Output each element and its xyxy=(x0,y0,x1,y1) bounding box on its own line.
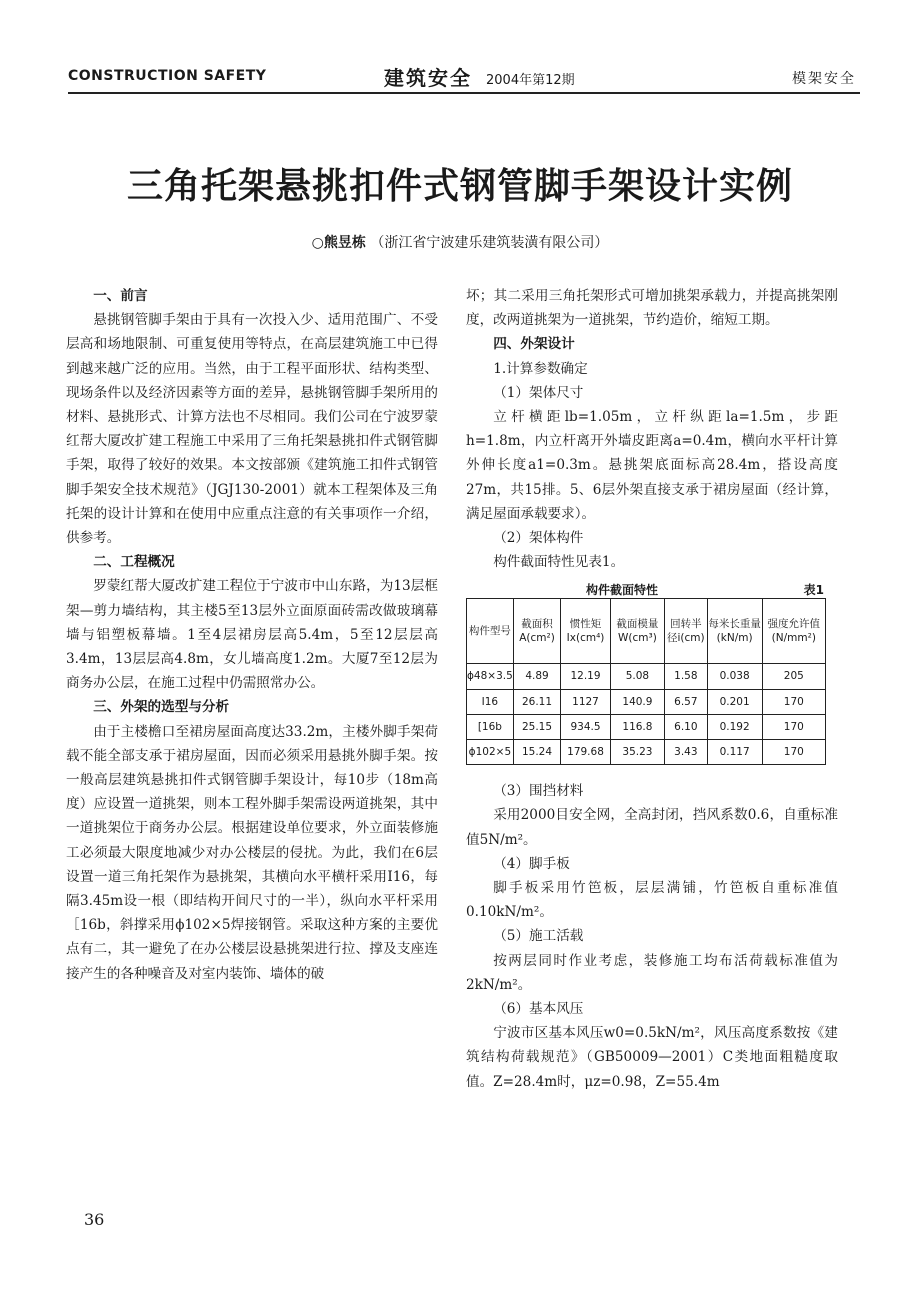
paragraph: 立杆横距lb=1.05m，立杆纵距la=1.5m，步距h=1.8m，内立杆离开外墙皮距离a=0.4m，横向水平杆计算外伸长度a1=0.3m。悬挑架底面标高28.4m，搭设高度27m，共15排。5、6层外架直接支承于裙房屋面（经计算，满足屋面承载要求）。 xyxy=(466,409,838,522)
table-cell: I16 xyxy=(467,689,514,714)
table-cell: 25.15 xyxy=(513,714,560,739)
table-header: 截面模量W(cm³) xyxy=(610,599,664,664)
section-label: 模架安全 xyxy=(792,71,856,87)
section-properties-table xyxy=(466,598,826,765)
table-cell: 0.192 xyxy=(707,714,762,739)
subheading: （1）架体尺寸 xyxy=(493,384,584,401)
section-heading: 三、外架的选型与分析 xyxy=(93,699,230,716)
table-header: 惯性矩Ix(cm⁴) xyxy=(561,599,611,664)
left-column xyxy=(66,284,438,986)
table-row xyxy=(467,740,826,765)
table-header-row xyxy=(467,599,826,664)
author-name: ○熊昱栋 xyxy=(311,235,366,251)
paragraph: 采用2000目安全网，全高封闭，挡风系数0.6，自重标准值5N/m²。 xyxy=(466,807,838,848)
paragraph: 按两层同时作业考虑，装修施工均布活荷载标准值为2kN/m²。 xyxy=(466,952,838,993)
table-header: 回转半径i(cm) xyxy=(665,599,708,664)
subheading: 1.计算参数确定 xyxy=(493,360,588,377)
table-cell: ϕ102×5 xyxy=(467,740,514,765)
table-cell: 15.24 xyxy=(513,740,560,765)
table-cell: 26.11 xyxy=(513,689,560,714)
table-number: 表1 xyxy=(803,583,824,598)
table-cell: 1.58 xyxy=(665,664,708,689)
section-heading: 四、外架设计 xyxy=(493,336,575,353)
section-heading: 一、前言 xyxy=(93,288,148,304)
table-cell: 934.5 xyxy=(561,714,611,739)
table-cell: 35.23 xyxy=(610,740,664,765)
table-cell: 12.19 xyxy=(561,664,611,689)
paragraph: 悬挑钢管脚手架由于具有一次投入少、适用范围广、不受层高和场地限制、可重复使用等特点，在高层建筑施工中已得到越来越广泛的应用。当然，由于工程平面形状、结构类型、现场条件以及经济因素等方面的差异，悬挑钢管脚手架所用的材料、悬挑形式、计算方法也不尽相同。我们公司在宁波罗蒙红帮大厦改扩建工程施工中采用了三角托架悬挑扣件式钢管脚手架，取得了较好的效果。本文按部颁《建筑施工扣件式钢管脚手架安全技术规范》（JGJ130-2001）就本工程架体及三角托架的设计计算和在使用中应重点注意的有关事项作一介绍，供参考。 xyxy=(66,312,438,547)
table-cell: 170 xyxy=(762,740,825,765)
table-cell: [16b xyxy=(467,714,514,739)
table-cell: 116.8 xyxy=(610,714,664,739)
page-number: 36 xyxy=(84,1210,105,1229)
table-cell: 4.89 xyxy=(513,664,560,689)
table-header: 构件型号 xyxy=(467,599,514,664)
table-cell: 170 xyxy=(762,689,825,714)
subheading: （4）脚手板 xyxy=(493,855,570,872)
table-cell: 6.57 xyxy=(665,689,708,714)
table-cell: 140.9 xyxy=(610,689,664,714)
paragraph: 构件截面特性见表1。 xyxy=(493,554,625,571)
subheading: （6）基本风压 xyxy=(493,1001,584,1018)
paragraph: 脚手板采用竹笆板，层层满铺，竹笆板自重标准值0.10kN/m²。 xyxy=(466,880,838,921)
subheading: （2）架体构件 xyxy=(493,530,584,547)
table-cell: 0.117 xyxy=(707,740,762,765)
table-cell: 0.038 xyxy=(707,664,762,689)
table-row xyxy=(467,714,826,739)
table-cell: 6.10 xyxy=(665,714,708,739)
table-header: 每米长重量(kN/m) xyxy=(707,599,762,664)
table-cell: 1127 xyxy=(561,689,611,714)
table-row xyxy=(467,689,826,714)
paragraph: 宁波市区基本风压w0=0.5kN/m²，风压高度系数按《建筑结构荷载规范》（GB50009—2001）C类地面粗糙度取值。Z=28.4m时，μz=0.98，Z=55.4m xyxy=(466,1025,838,1090)
table-cell: 5.08 xyxy=(610,664,664,689)
journal-english-name: CONSTRUCTION SAFETY xyxy=(68,68,267,84)
table-cell: 170 xyxy=(762,714,825,739)
author-affiliation: （浙江省宁波建乐建筑装潢有限公司） xyxy=(370,235,609,251)
table-cell: 205 xyxy=(762,664,825,689)
subheading: （5）施工活载 xyxy=(493,928,584,945)
journal-name: 建筑安全 xyxy=(384,66,472,90)
subheading: （3）围挡材料 xyxy=(493,783,584,800)
table-cell: ϕ48×3.5 xyxy=(467,664,514,689)
paragraph: 罗蒙红帮大厦改扩建工程位于宁波市中山东路，为13层框架—剪力墙结构，其主楼5至13层外立面原面砖需改做玻璃幕墙与铝塑板幕墙。1至4层裙房层高5.4m，5至12层层高3.4m，13层层高4.8m，女儿墙高度1.2m。大厦7至12层为商务办公层，在施工过程中仍需照常办公。 xyxy=(66,578,438,692)
section-heading: 二、工程概况 xyxy=(93,554,175,571)
table-caption xyxy=(466,574,838,598)
author-line xyxy=(0,232,920,252)
right-column xyxy=(466,284,838,1094)
paragraph: 坏；其二采用三角托架形式可增加挑架承载力，并提高挑架刚度，改两道挑架为一道挑架，节约造价，缩短工期。 xyxy=(466,288,838,329)
table-cell: 179.68 xyxy=(561,740,611,765)
running-header xyxy=(68,62,860,94)
table-header: 截面积A(cm²) xyxy=(513,599,560,664)
table-header: 强度允许值(N/mm²) xyxy=(762,599,825,664)
issue-label: 2004年第12期 xyxy=(486,73,575,88)
paragraph: 由于主楼檐口至裙房屋面高度达33.2m，主楼外脚手架荷载不能全部支承于裙房屋面，因而必须采用悬挑外脚手架。按一般高层建筑悬挑扣件式钢管脚手架设计，每10步（18m高度）应设置一道挑架，则本工程外脚手架需设两道挑架，其中一道挑架位于商务办公层。根据建设单位要求，外立面装修施工必须最大限度地减少对办公楼层的侵扰。为此，我们在6层设置一道三角托架作为悬挑架，其横向水平横杆采用I16，每隔3.45m设一根（即结构开间尺寸的一半），纵向水平杆采用［16b，斜撑采用ϕ102×5焊接钢管。采取这种方案的主要优点有二，其一避免了在办公楼层设悬挑架进行拉、撑及支座连接产生的各种噪音及对室内装饰、墙体的破 xyxy=(66,723,438,982)
table-row xyxy=(467,664,826,689)
table-cell: 0.201 xyxy=(707,689,762,714)
article-title: 三角托架悬挑扣件式钢管脚手架设计实例 xyxy=(126,166,793,207)
table-title: 构件截面特性 xyxy=(586,583,659,598)
table-cell: 3.43 xyxy=(665,740,708,765)
